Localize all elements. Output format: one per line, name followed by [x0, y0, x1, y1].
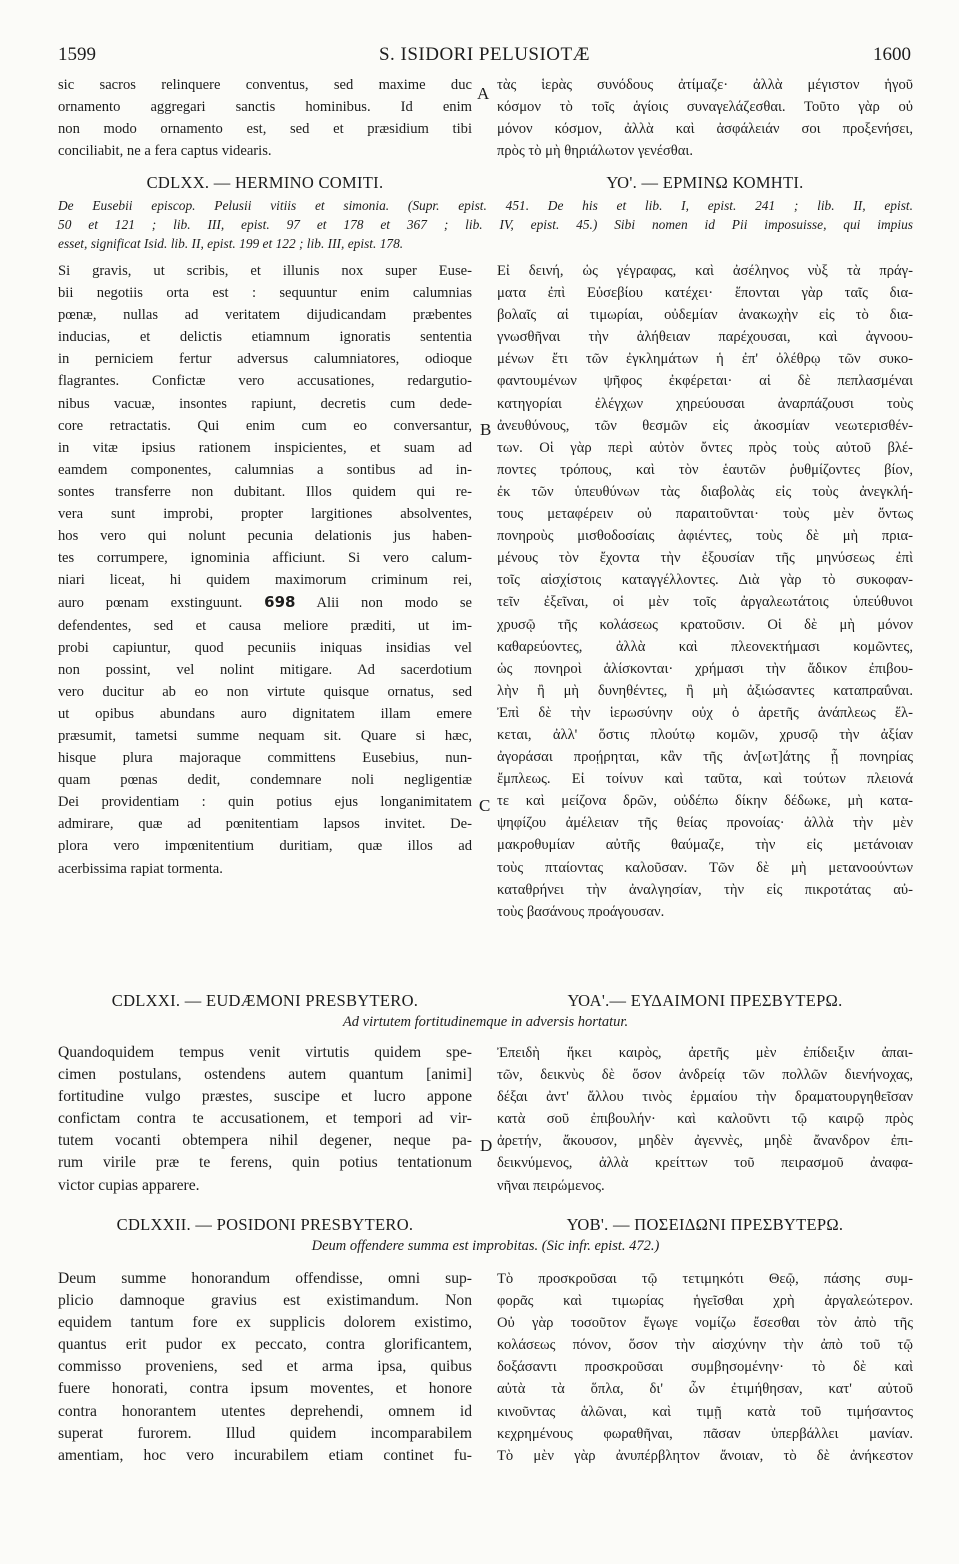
greek-line: Ἐπειδὴ ἥκει καιρὸς, ἀρετῆς μὲν ἐπίδειξιν ἀπαι- — [497, 1045, 913, 1061]
greek-line: ποντες τρόπους, καὶ τὸν ἑαυτῶν ῥυθμίζοντες βίον, — [497, 461, 913, 478]
greek-line: τῶν, δεικνὺς δὲ ὅσον ἀνδρείᾳ τῶν πολλῶν διενήνοχας, — [497, 1067, 913, 1084]
latin-line: quantus erit pudor ex peccato, contra glorificantem, — [58, 1336, 472, 1354]
latin-line: commisso proveniens, sed et arma ipsa, quibus — [58, 1358, 472, 1376]
latin-line: contra honorantem utentes deprehendi, omnem id — [58, 1402, 472, 1420]
latin-line: ut opibus abundans auro dignitatem illam emere — [58, 705, 472, 722]
block1-greek — [497, 74, 913, 162]
latin-fragment: auro pœnam exstinguunt. — [58, 595, 265, 612]
greek-line: καθαρεύοντες, ἀλλὰ καὶ πλεονεκτήμασι κομῶντες, — [497, 638, 913, 655]
latin-line: præsumit, tametsi summe nequam sit. Quare si hæc, — [58, 727, 472, 744]
letter470-greek-heading: ΥΟ'. — ΕΡΜΙΝΩ ΚΟΜΗΤΙ. — [606, 173, 804, 192]
greek-line: καταθρήνει τὴν ἀναλγησίαν, τὴν εἰς πικροτάτας αὐ- — [497, 881, 913, 898]
latin-line: hisque plura majoraque committens Eusebius, nun- — [58, 750, 472, 767]
latin-line: inducias, et delictis etiamnum ignoratis sententia — [58, 329, 472, 346]
greek-line: τὰς ἱερὰς συνόδους ἀτίμαζε· ἀλλὰ μέγιστον ἡγοῦ — [497, 77, 913, 93]
latin-line: nibus vacuæ, insontes rapiunt, decretis cum dede- — [58, 395, 472, 412]
latin-line: Deum summe honorandum offendisse, omni sup- — [58, 1270, 472, 1287]
greek-line: ἀρετήν, ἄκουσον, μηδὲν ἀγεννὲς, μηδὲ ἄνανδρον ἐπι- — [497, 1133, 913, 1150]
latin-line: tes corrumpere, ignominia afficiunt. Si vero calum- — [58, 550, 472, 567]
latin-line: in vitæ ipsius rationem inspicientes, et suam ad — [58, 439, 472, 456]
greek-line: Εἰ δεινή, ὡς γέγραφας, καὶ ἀσέληνος νὺξ τὰ πράγ- — [497, 263, 913, 279]
latin-line: defendentes, sed et causa meliore præditi, ut im- — [58, 617, 472, 634]
greek-line: μόνον κόσμον, ἀλλὰ καὶ ἀσφάλειάν σοι προξενήσει, — [497, 121, 913, 138]
greek-line: κατηγορίαι ἐλέγχων χηρεύουσαι ἀναρπάζουσι τοὺς — [497, 395, 913, 412]
block1-latin — [58, 74, 472, 162]
latin-line: superat furorem. Illud quidem incomparabilem — [58, 1424, 472, 1442]
greek-line: των. Οἱ γὰρ περὶ αὐτὸν ὄντες πρὸς τοὺς αὐτοῦ βλέ- — [497, 439, 913, 456]
greek-line: κεχρημένους φωραθῆναι, πᾶσαν ὑπερβάλλει μανίαν. — [497, 1425, 913, 1442]
letter470-latin — [58, 260, 472, 880]
greek-line: νῆναι πειρώμενος. — [497, 1177, 605, 1194]
latin-line: victor cupias apparere. — [58, 1176, 200, 1194]
latin-line: sic sacros relinquere conventus, sed maxime duc — [58, 77, 472, 93]
latin-line: bii negotiis orta est : sequuntur enim calumnias — [58, 285, 472, 302]
greek-line: μακροθυμίαν αὐτῆς θαύμαζε, τὴν εἰς μετάνοιαν — [497, 837, 913, 854]
latin-line: niari liceat, hi quidem maximorum criminum rei, — [58, 572, 472, 589]
greek-line: πονηροὺς μισθοδοσίαις ἀφιέντες, τοὺς δὲ μὴ πρια- — [497, 528, 913, 545]
greek-line: κολάσεως πόνον, ὅσον τὴν αἰσχύνην τὴν ἀπὸ τοῦ τῷ — [497, 1337, 913, 1354]
letter471-greek — [497, 1042, 913, 1197]
greek-line: δοξάσαντι προσκροῦσαι συμβησομένην· τὸ δὲ καὶ — [497, 1359, 913, 1376]
greek-line: Οὐ γὰρ τοσοῦτον ἔγωγε νομίζω ἔσεσθαι τὸν ἀπὸ τῆς — [497, 1315, 913, 1332]
letter471-greek-heading: ΥΟΑ'.— ΕΥΔΑΙΜΟΝΙ ΠΡΕΣΒΥΤΕΡΩ. — [567, 991, 843, 1010]
latin-line: amentiam, hoc vero incurabilem etiam continet fu- — [58, 1446, 472, 1464]
latin-line: rum virile præ te ferens, quin potius tentationum — [58, 1154, 472, 1172]
latin-line: vera sunt improbi, propter largitiones absolventes, — [58, 506, 472, 523]
page-number-right: 1600 — [873, 44, 911, 65]
greek-line: ψηφίζου ἀμέλειαν τῆς θείας προνοίας· ἀλλὰ τὴν μὲν — [497, 815, 913, 832]
margin-letter-d: D — [480, 1136, 493, 1155]
greek-line: ματα ἐπὶ Εὐσεβίου κατέχει· ἕπονται γὰρ ταῖς δια- — [497, 285, 913, 302]
greek-line: Τὸ μὲν γὰρ ἀνυπέρβλητον ἄνοιαν, τὸ δὲ ἀνήκεστον — [497, 1447, 913, 1464]
running-header — [58, 44, 911, 70]
latin-line: core retractatis. Qui enim cum eo conversantur, — [58, 417, 472, 434]
greek-line: δεικνύμενος, ἀλλὰ κρείττων τοῦ πειρασμοῦ ἀναφα- — [497, 1155, 913, 1172]
greek-line: τοὺς πταίοντας καλοῦσαν. Τῶν δὲ μὴ μετανοούντων — [497, 859, 913, 876]
greek-line: ἐκ τῶν ὑπευθύνων τὰς διαβολὰς εἰς τοὺς ἀνεγκλή- — [497, 483, 913, 500]
latin-line: conciliabit, ne a fera captus videaris. — [58, 143, 272, 160]
greek-line: φορᾶς καὶ τιμωρίας ἡγεῖσθαι χρὴ ἀργαλεώτερον. — [497, 1293, 913, 1310]
letter470-latin-heading: CDLXX. — HERMINO COMITI. — [146, 173, 384, 192]
greek-line: κεται, ἀλλ' ὅστις πλούτῳ κομῶν, χρυσῷ τὴν ἀξίαν — [497, 726, 913, 743]
greek-line: τε καὶ μείζονα δρῶν, οὐδέπω δίκην δέδωκε, μὴ κατα- — [497, 793, 913, 810]
margin-letter-a: A — [477, 84, 490, 103]
greek-line: ἔμπλεως. Εἰ τοίνυν καὶ ταῦτα, καὶ τούτων πλειονά — [497, 771, 913, 788]
greek-line: μένους τὸν ἔχοντα τὴν ἐξουσίαν τῆς μηνύσεως ἐπὶ — [497, 550, 913, 567]
letter472-greek — [497, 1268, 913, 1467]
latin-line: Dei providentiam : quin potius ejus longanimitatem — [58, 794, 472, 811]
latin-line: confictam contra te accusationem, et tempori ad vir- — [58, 1110, 472, 1128]
greek-line: τους μεταφέρειν οὐ παραιτοῦνται· τοὺς μὲν ὄντως — [497, 506, 913, 523]
greek-line: γνωσθῆναι τὴν ἀλήθειαν παρέχουσαι, καὶ ἀγνοου- — [497, 329, 913, 346]
greek-line: χρυσῷ τῆς κολάσεως κρατοῦσιν. Οἱ δὲ μὴ μόνον — [497, 616, 913, 633]
latin-line: admirare, quæ ad pœnitentiam lapsos invitet. De- — [58, 816, 472, 833]
latin-line: Quandoquidem tempus venit virtutis quidem spe- — [58, 1044, 472, 1061]
greek-line: κινοῦντας ἁλῶναι, καὶ τιμῇ κατὰ τοῦ τιμήσαντος — [497, 1403, 913, 1420]
margin-letter-b: B — [480, 420, 492, 439]
greek-line: Τὸ προσκροῦσαι τῷ τετιμηκότι Θεῷ, πάσης συμ- — [497, 1271, 913, 1287]
latin-line: plora vero impœnitentium duritiam, quæ illos ad — [58, 838, 472, 855]
latin-line: flagrantes. Confictæ vero accusationes, redargutio- — [58, 373, 472, 390]
latin-line: fortitudine vulgo præstes, suscipe et lucro appone — [58, 1088, 472, 1106]
greek-line: ἀνευθύνους, τῶν θεσμῶν εἰς ἀκοσμίαν νεωτερισθέν- — [497, 417, 913, 434]
margin-letter-c: C — [479, 796, 491, 815]
greek-line: πρὸς τὸ μὴ θηριάλωτον γενέσθαι. — [497, 143, 693, 160]
latin-line: vero ducitur ab eo non virtute quisque ornatus, sed — [58, 683, 472, 700]
letter471-latin — [58, 1042, 472, 1197]
letter471-subtitle: Ad virtutem fortitudinemque in adversis hortatur. — [342, 1014, 629, 1030]
latin-line: hos vero qui nolunt pecunia delationis jus haben- — [58, 528, 472, 545]
greek-line: κατὰ σοῦ ἐπιβουλήν· καὶ καλοῦντι τῷ καιρῷ πρὸς — [497, 1111, 913, 1128]
greek-line: φαντουμένων ψῆφος ἐκφέρεται· αἱ δὲ πεπλασμέναι — [497, 373, 913, 390]
letter470-argument-note — [58, 196, 913, 253]
latin-line: quam pœnas dedit, condemnare noli negligentiæ — [58, 772, 472, 789]
latin-line: sontes transferre non dubitant. Illos quidem qui re- — [58, 483, 472, 500]
greek-line: κόσμον τὸ τοῖς ἁγίοις συναγελάζεσθαι. Τοῦτο γὰρ οὐ — [497, 99, 913, 116]
greek-line: δέξαι ἀντ' ἄλλου τινὸς ἑρμαίου τὴν δραματουργηθεῖσαν — [497, 1089, 913, 1106]
greek-line: τοῖς αἰσχίστοις καταγγέλλοντες. Διὰ γὰρ τὸ συκοφαν- — [497, 572, 913, 589]
latin-line: pœnæ, nullas ad veritatem dijudicandam præbentes — [58, 307, 472, 324]
latin-line-with-column-number — [58, 591, 472, 614]
greek-line: τεῖν ἐξεῖναι, οἱ μὲν τοῖς ἀργαλεωτάτοις ὑπεύθυνοι — [497, 594, 913, 611]
letter471-latin-heading: CDLXXI. — EUDÆMONI PRESBYTERO. — [111, 991, 419, 1010]
latin-line: plicio damnoque gravius est existimandum. Non — [58, 1292, 472, 1310]
greek-line: βολαῖς αἱ τιμωρίαι, οὐδεμίαν ἀνακωχὴν εἰς τὸ δια- — [497, 307, 913, 324]
letter472-subtitle: Deum offendere summa est improbitas. (Sic infr. epist. 472.) — [311, 1238, 660, 1254]
greek-line: λὴν ἢ μὴ δυνηθέντες, ἢ μὴ ἀξιώσαντες καταπραΰναι. — [497, 682, 913, 699]
note-line: De Eusebii episcop. Pelusii vitiis et simonia. (Supr. epist. 451. De his et lib. I, epist. 241 ; lib. II, epist. — [58, 198, 913, 213]
latin-line: equidem tantum fore ex supplicis dolorem existimo, — [58, 1314, 472, 1332]
greek-line: τοὺς βασάνους προάγουσαν. — [497, 903, 665, 920]
latin-line: Si gravis, ut scribis, et illunis nox super Euse- — [58, 263, 472, 279]
note-line: esset, significat Isid. lib. II, epist. 199 et 122 ; lib. III, epist. 178. — [58, 236, 404, 251]
latin-line: fuere honorati, contra ipsum moventes, et honore — [58, 1380, 472, 1398]
note-line: 50 et 121 ; lib. III, epist. 97 et 178 et 367 ; lib. IV, epist. 45.) Sibi nomen id Pii imposuisse, qui impius — [58, 217, 913, 232]
running-title: S. ISIDORI PELUSIOTÆ — [378, 44, 591, 65]
greek-line: μένων ἔτι τῶν ἐγκλημάτων ἡ ἐπ' ὀλέθρῳ τῶν συκο- — [497, 351, 913, 368]
letter472-latin-heading: CDLXXII. — POSIDONI PRESBYTERO. — [116, 1215, 414, 1234]
latin-line: tutem vocanti obtempera nihil degener, neque pa- — [58, 1132, 472, 1150]
latin-line: in perniciem fertur adversus calumniatores, odioque — [58, 351, 472, 368]
greek-line: αὐτὰ τὰ ὅπλα, δι' ὧν ἐτιμήθησαν, κατ' αὐτοῦ — [497, 1381, 913, 1398]
latin-line: non possint, vel nolint mitigare. Ad sacerdotium — [58, 661, 472, 678]
greek-line: ὡς πονηροὶ ἁλίσκονται· χρήμασι τὴν ἄδικον ἐπιβου- — [497, 660, 913, 677]
latin-line: non modo ornamento est, sed et præsidium tibi — [58, 121, 472, 138]
page-number-left: 1599 — [58, 44, 96, 65]
letter472-greek-heading: ΥΟΒ'. — ΠΟΣΕΙΔΩΝΙ ΠΡΕΣΒΥΤΕΡΩ. — [566, 1215, 844, 1234]
latin-line: ornamento aggregari sanctis hominibus. Id enim — [58, 99, 472, 116]
greek-line: ἀγοράσαι προῄρηται, κἂν τῆς ἀν[ωτ]άτης ᾖ πονηρίας — [497, 749, 913, 766]
column-number: 698 — [264, 593, 296, 612]
latin-line: cimen postulans, ostendens autem quantum [animi] — [58, 1066, 472, 1084]
latin-line: probi capiuntur, quod pecuniis iniquas insidias vel — [58, 639, 472, 656]
latin-line: acerbissima rapiat tormenta. — [58, 860, 223, 877]
latin-fragment: Alii non modo se — [295, 595, 472, 612]
letter472-latin — [58, 1268, 472, 1467]
latin-line: eamdem componentes, calumnias a sontibus ad in- — [58, 461, 472, 478]
greek-line: Ἐπὶ δὲ τὴν ἱερωσύνην οὐχ ὁ ἀρετῆς ἀνάπλεως ἕλ- — [497, 704, 913, 721]
letter470-greek — [497, 260, 913, 923]
